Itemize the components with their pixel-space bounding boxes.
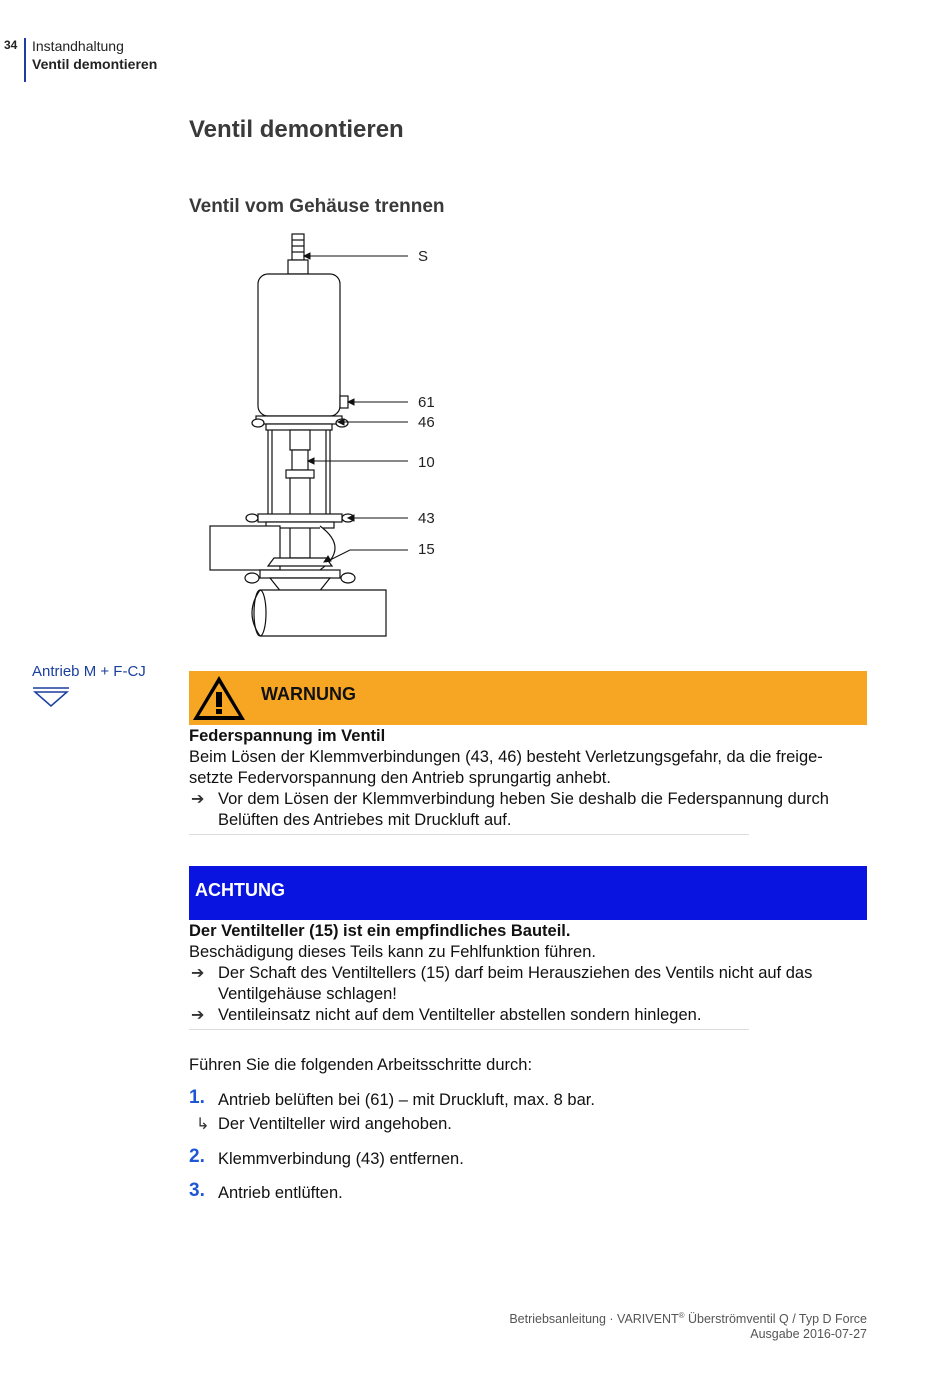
footer-document-title: Betriebsanleitung · VARIVENT® Überströmventil Q / Typ D Force bbox=[509, 1311, 867, 1327]
instructions-intro: Führen Sie die folgenden Arbeitsschritte durch: bbox=[189, 1056, 533, 1074]
callout-s: S bbox=[418, 248, 429, 265]
caution-text-line1: Beschädigung dieses Teils kann zu Fehlfunktion führen. bbox=[189, 943, 596, 961]
step-number: 2. bbox=[189, 1146, 205, 1167]
page-title: Ventil demontieren bbox=[189, 116, 404, 143]
step-result: Der Ventilteller wird angehoben. bbox=[218, 1115, 452, 1133]
section-marker-icon bbox=[33, 686, 69, 710]
side-label: Antrieb M + F-CJ bbox=[32, 663, 146, 680]
arrow-right-icon: ➔ bbox=[191, 1007, 205, 1024]
caution-bullet2: Ventileinsatz nicht auf dem Ventilteller abstellen sondern hinlegen. bbox=[218, 1006, 702, 1024]
callout-10: 10 bbox=[418, 454, 435, 471]
warning-text-line1: Beim Lösen der Klemmverbindungen (43, 46) besteht Verletzungsgefahr, da die freige- bbox=[189, 748, 823, 766]
warning-heading: Federspannung im Ventil bbox=[189, 727, 386, 745]
warning-bullet-line2: Belüften des Antriebes mit Druckluft auf. bbox=[218, 811, 512, 829]
header-divider bbox=[24, 38, 26, 82]
footer-edition: Ausgabe 2016-07-27 bbox=[750, 1327, 867, 1341]
caution-header: ACHTUNG bbox=[195, 880, 285, 900]
caution-bullet1-line1: Der Schaft des Ventiltellers (15) darf beim Herausziehen des Ventils nicht auf das bbox=[218, 964, 813, 982]
arrow-right-icon: ➔ bbox=[191, 791, 205, 808]
warning-triangle-icon bbox=[191, 673, 247, 723]
header-subsection: Ventil demontieren bbox=[32, 56, 158, 72]
callout-43: 43 bbox=[418, 510, 435, 527]
warning-bullet-line1: Vor dem Lösen der Klemmverbindung heben Sie deshalb die Federspannung durch bbox=[218, 790, 829, 808]
caution-bullet1-line2: Ventilgehäuse schlagen! bbox=[218, 985, 397, 1003]
caution-box bbox=[189, 866, 867, 920]
divider bbox=[189, 1029, 749, 1030]
step-text: Klemmverbindung (43) entfernen. bbox=[218, 1150, 464, 1168]
callout-46: 46 bbox=[418, 414, 435, 431]
caution-heading: Der Ventilteller (15) ist ein empfindliches Bauteil. bbox=[189, 922, 571, 940]
header-section: Instandhaltung bbox=[32, 38, 124, 54]
callout-15: 15 bbox=[418, 541, 435, 558]
warning-header: WARNUNG bbox=[261, 684, 356, 704]
step-text: Antrieb entlüften. bbox=[218, 1184, 343, 1202]
step-number: 1. bbox=[189, 1087, 205, 1108]
page-number: 34 bbox=[4, 38, 18, 52]
divider bbox=[189, 834, 749, 835]
valve-figure bbox=[200, 228, 480, 648]
result-arrow-icon: ↳ bbox=[196, 1116, 210, 1133]
section-title: Ventil vom Gehäuse trennen bbox=[189, 196, 445, 217]
callout-61: 61 bbox=[418, 394, 435, 411]
arrow-right-icon: ➔ bbox=[191, 965, 205, 982]
step-number: 3. bbox=[189, 1180, 205, 1201]
step-text: Antrieb belüften bei (61) – mit Druckluft, max. 8 bar. bbox=[218, 1091, 595, 1109]
valve-drawing bbox=[200, 228, 480, 648]
warning-text-line2: setzte Federvorspannung den Antrieb sprungartig anhebt. bbox=[189, 769, 611, 787]
